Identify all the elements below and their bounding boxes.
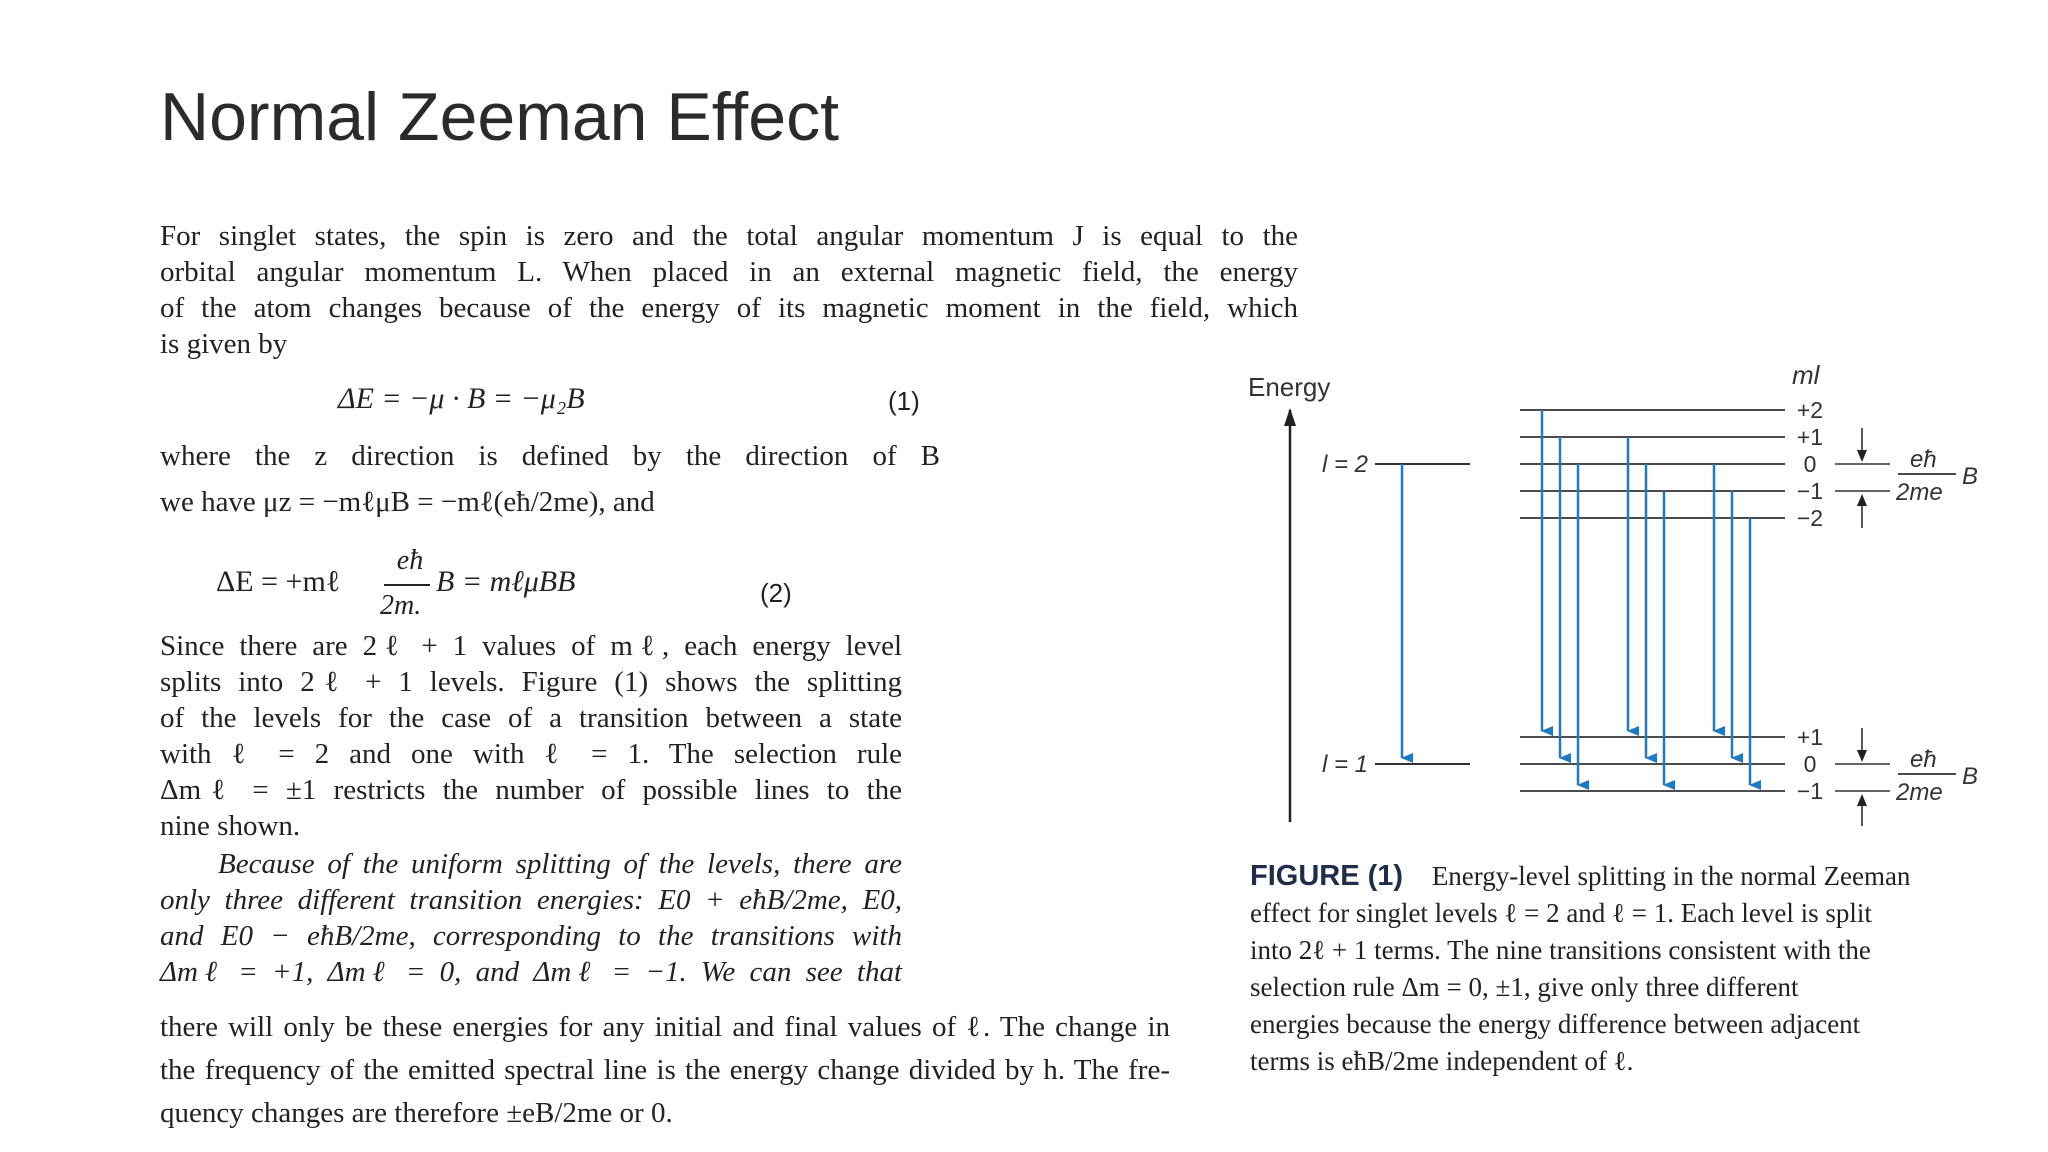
equation-2-denominator: 2m. bbox=[380, 590, 422, 621]
equation-1-text: ΔE = −μ · B = −μ₂B bbox=[338, 382, 585, 415]
equation-2-number: (2) bbox=[760, 578, 792, 608]
upper-ml-value: −1 bbox=[1796, 478, 1824, 504]
where-line: we have μz = −mℓμB = −mℓ(eħ/2me), and bbox=[160, 486, 655, 518]
lower-spacing-numerator: eħ bbox=[1910, 746, 1937, 773]
upper-ml-value: +1 bbox=[1796, 424, 1824, 450]
upper-level-label: l = 2 bbox=[1322, 451, 1369, 478]
equation-2-rhs: B = mℓμBB bbox=[436, 565, 576, 598]
energy-axis-label: Energy bbox=[1248, 372, 1331, 402]
frequency-line: quency changes are therefore ±eB/2me or 0. bbox=[160, 1097, 673, 1129]
figure-caption-line: terms is eħB/2me independent of ℓ. bbox=[1250, 1046, 1634, 1076]
splitting-line: Δmℓ = ±1 restricts the number of possible lines to the bbox=[160, 774, 902, 806]
lower-level-label: l = 1 bbox=[1322, 751, 1369, 778]
slide-title: Normal Zeeman Effect bbox=[160, 79, 840, 155]
upper-ml-value: −2 bbox=[1796, 505, 1824, 531]
figure-caption-line: selection rule Δm = 0, ±1, give only three different bbox=[1250, 972, 1799, 1002]
figure-caption-line: effect for singlet levels ℓ = 2 and ℓ = 1. Each level is split bbox=[1250, 898, 1872, 928]
transition-paragraph bbox=[160, 846, 902, 990]
equation-2-lhs: ΔE = +mℓ bbox=[216, 565, 341, 598]
splitting-line: of the levels for the case of a transition between a state bbox=[160, 702, 902, 734]
equation-1 bbox=[338, 382, 585, 416]
fraction-bar bbox=[384, 584, 430, 586]
figure-caption-line: energies because the energy difference between adjacent bbox=[1250, 1009, 1861, 1039]
energy-axis-arrowhead bbox=[1284, 408, 1296, 426]
frequency-paragraph bbox=[160, 1006, 1170, 1135]
transition-line: Δmℓ = +1, Δmℓ = 0, and Δmℓ = −1. We can see that bbox=[160, 956, 902, 988]
intro-line: is given by bbox=[160, 328, 288, 360]
figure-caption-label: FIGURE (1) bbox=[1250, 860, 1404, 892]
transition-line: and E0 − eħB/2me, corresponding to the transitions with bbox=[160, 920, 902, 952]
splitting-line: Since there are 2ℓ + 1 values of mℓ, each energy level bbox=[160, 630, 902, 662]
splitting-line: splits into 2ℓ + 1 levels. Figure (1) shows the splitting bbox=[160, 666, 902, 698]
figure-caption-line: Energy-level splitting in the normal Zeeman bbox=[1431, 861, 1911, 891]
where-line: where the z direction is defined by the direction of B bbox=[160, 440, 940, 472]
lower-spacing-B: B bbox=[1962, 763, 1979, 790]
spacing-arrowhead bbox=[1857, 494, 1867, 506]
figure-caption bbox=[1250, 858, 1910, 1080]
figure-caption-line: into 2ℓ + 1 terms. The nine transitions consistent with the bbox=[1250, 935, 1871, 965]
frequency-line: there will only be these energies for any initial and final values of ℓ. The change in bbox=[160, 1011, 1170, 1043]
frequency-line: the frequency of the emitted spectral line is the energy change divided by h. The fre- bbox=[160, 1054, 1170, 1086]
spacing-arrowhead bbox=[1857, 794, 1867, 806]
ml-column-label: ml bbox=[1792, 360, 1820, 390]
splitting-paragraph bbox=[160, 628, 902, 844]
upper-ml-value: +2 bbox=[1796, 397, 1824, 423]
zeeman-diagram bbox=[1230, 360, 2030, 830]
spacing-arrowhead bbox=[1857, 750, 1867, 762]
upper-spacing-B: B bbox=[1962, 463, 1979, 490]
where-paragraph bbox=[160, 438, 940, 520]
transition-line: only three different transition energies: E0 + eħB/2me, E0, bbox=[160, 884, 902, 916]
lower-ml-value: 0 bbox=[1803, 751, 1817, 777]
lower-spacing-denominator: 2me bbox=[1896, 779, 1943, 806]
lower-ml-value: +1 bbox=[1796, 724, 1824, 750]
equation-1-number: (1) bbox=[888, 386, 920, 416]
intro-paragraph bbox=[160, 218, 1298, 362]
spacing-arrowhead bbox=[1857, 450, 1867, 462]
splitting-line: with ℓ = 2 and one with ℓ = 1. The selection rule bbox=[160, 738, 902, 770]
intro-line: of the atom changes because of the energy of its magnetic moment in the field, which bbox=[160, 292, 1298, 324]
splitting-line: nine shown. bbox=[160, 810, 301, 842]
upper-spacing-denominator: 2me bbox=[1896, 479, 1943, 506]
upper-spacing-numerator: eħ bbox=[1910, 446, 1937, 473]
upper-ml-value: 0 bbox=[1803, 451, 1817, 477]
intro-line: orbital angular momentum L. When placed in an external magnetic field, the energy bbox=[160, 256, 1298, 288]
transition-line: Because of the uniform splitting of the levels, there are bbox=[218, 848, 902, 880]
equation-2-numerator: eħ bbox=[396, 545, 424, 576]
lower-ml-value: −1 bbox=[1796, 778, 1824, 804]
intro-line: For singlet states, the spin is zero and the total angular momentum J is equal to the bbox=[160, 220, 1298, 252]
